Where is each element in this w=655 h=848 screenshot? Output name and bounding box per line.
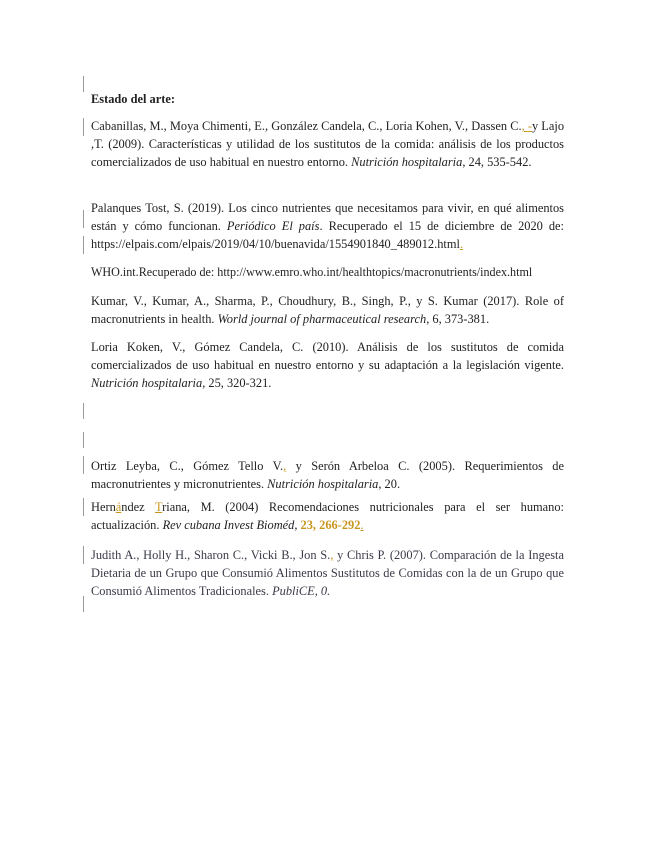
- tracked-change-mark: .: [459, 237, 464, 251]
- reference-text: Palanques Tost, S. (2019). Los cinco nutrientes que necesitamos para vivir, en qué alimentos están y cómo funcionan.: [91, 201, 564, 233]
- reference-text: ndez: [121, 500, 156, 514]
- change-bar: [83, 498, 84, 516]
- reference-text: Kumar, V., Kumar, A., Sharma, P., Choudhury, B., Singh, P., y S. Kumar (2017). Role of macronutrients in health.: [91, 294, 564, 326]
- reference-text: Hern: [91, 500, 116, 514]
- reference-text: Loria Koken, V., Gómez Candela, C. (2010). Análisis de los sustitutos de comida comercializados de uso habitual en nuestro entorno y su adaptación a la legislación vigente.: [91, 340, 564, 372]
- reference-text: riana, M. (2004) Recomendaciones nutricionales para el ser humano: actualización.: [91, 500, 564, 532]
- change-bar: [83, 403, 84, 419]
- reference-text: , 20.: [378, 477, 401, 491]
- tracked-change-mark: -: [527, 119, 532, 133]
- change-bar: [83, 546, 84, 564]
- journal-title: Nutrición hospitalaria: [91, 376, 203, 390]
- change-bar: [83, 210, 84, 228]
- reference-ortiz: [91, 457, 564, 493]
- tracked-change-mark: T: [155, 500, 163, 514]
- change-bar: [83, 76, 84, 92]
- tracked-change-mark: á: [115, 500, 122, 514]
- change-bar: [83, 456, 84, 474]
- reference-text: y Lajo ,T. (2009). Características y utilidad de los sustitutos de la comida: análisis de los productos comercializados de uso habitual en nuestro entorno.: [91, 119, 565, 169]
- change-bar: [83, 596, 84, 612]
- journal-title: World journal of pharmaceutical research: [217, 312, 427, 326]
- reference-who: [91, 263, 564, 281]
- reference-text: Cabanillas, M., Moya Chimenti, E., González Candela, C., Loria Kohen, V., Dassen C.: [91, 119, 522, 133]
- reference-text: , 6, 373-381.: [426, 312, 490, 326]
- change-bar: [83, 118, 84, 136]
- tracked-change-mark: ,: [330, 548, 334, 562]
- reference-palanques: [91, 199, 564, 253]
- journal-title: Nutrición hospitalaria: [351, 155, 463, 169]
- tracked-change-mark: ,: [283, 459, 287, 473]
- reference-judith: [91, 546, 564, 600]
- reference-text: , 25, 320-321.: [202, 376, 272, 390]
- journal-title: Periódico El país: [226, 219, 320, 233]
- reference-cabanillas: [91, 117, 564, 171]
- journal-title: Nutrición hospitalaria: [267, 477, 379, 491]
- reference-text: WHO.int.Recuperado de: http://www.emro.who.int/healthtopics/macronutrients/index.html: [91, 265, 533, 279]
- reference-text: . Recuperado el 15 de diciembre de 2020 de: https://elpais.com/elpais/2019/04/10/buenavida/1554901840_489012.html: [91, 219, 565, 251]
- reference-kumar: [91, 292, 564, 328]
- section-heading: Estado del arte:: [91, 92, 175, 106]
- change-bar: [83, 236, 84, 254]
- tracked-change-mark: ,: [521, 119, 528, 133]
- change-bar: [83, 432, 84, 448]
- reference-loria: [91, 338, 564, 392]
- reference-text: , 24, 535-542.: [462, 155, 532, 169]
- journal-title: PubliCE, 0.: [272, 584, 331, 598]
- reference-text: y Serón Arbeloa C. (2005). Requerimientos de macronutrientes y micronutrientes.: [91, 459, 565, 491]
- volume-pages: 23, 266-292: [297, 518, 361, 532]
- reference-text: Ortiz Leyba, C., Gómez Tello V.: [91, 459, 284, 473]
- journal-title: Rev cubana Invest Bioméd,: [162, 518, 298, 532]
- reference-text: y Chris P. (2007). Comparación de la Ingesta Dietaria de un Grupo que Consumió Alimentos Sustitutos de Comidas con la de un Grupo que Consumió Alimentos Tradicionales.: [91, 548, 564, 598]
- reference-hernandez: [91, 498, 564, 534]
- reference-text: Judith A., Holly H., Sharon C., Vicki B., Jon S.: [91, 548, 331, 562]
- tracked-change-mark: .: [360, 518, 364, 532]
